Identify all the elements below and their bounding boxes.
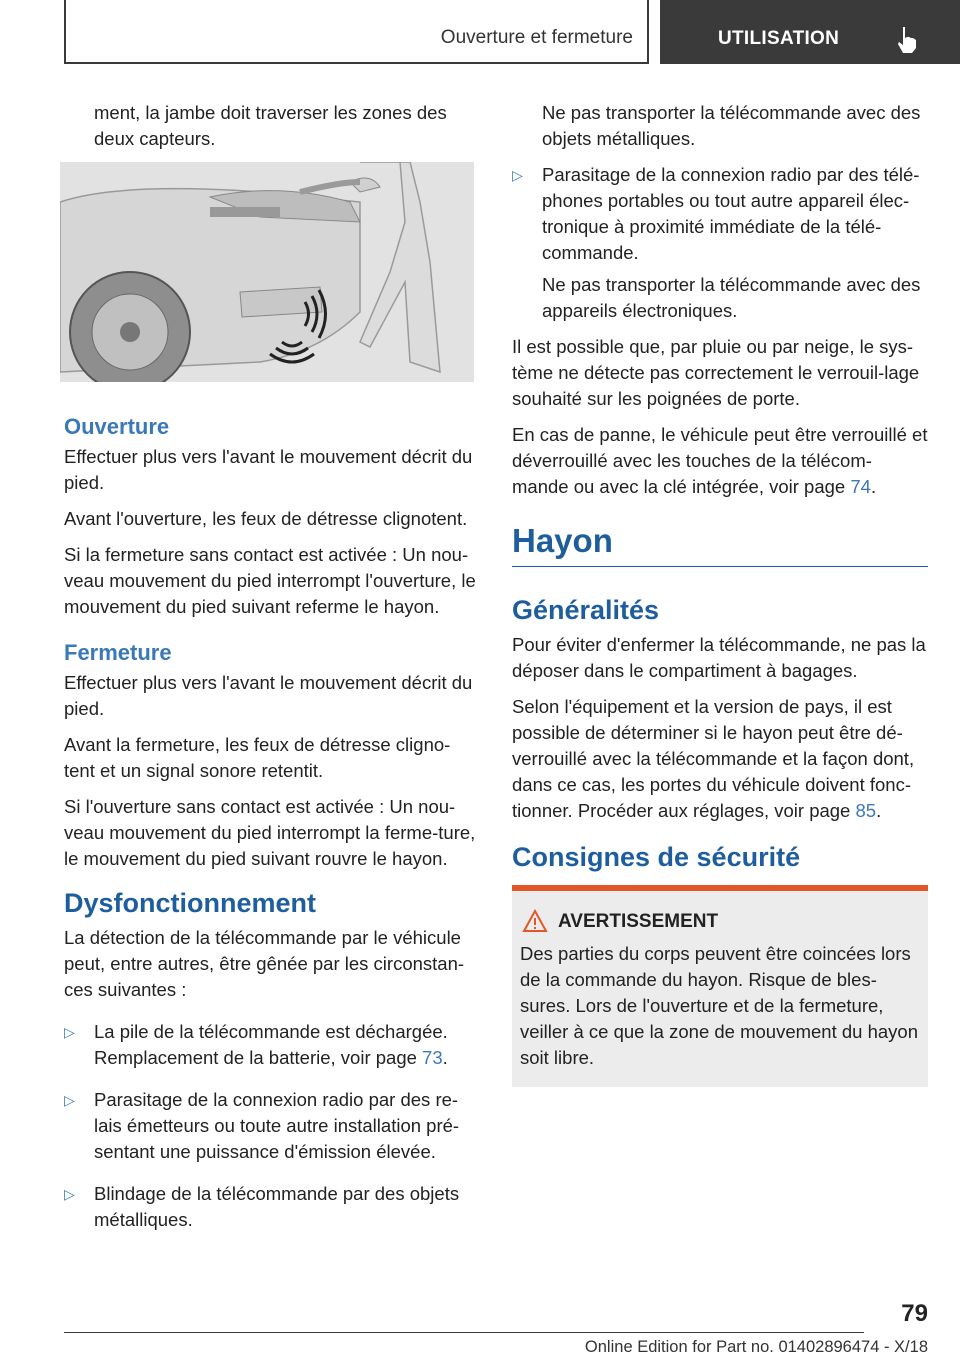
paragraph: Avant l'ouverture, les feux de détresse clignotent. — [64, 508, 468, 529]
bullet-list — [512, 162, 928, 266]
bullet-triangle-icon: ▷ — [64, 1186, 75, 1202]
warning-box — [512, 885, 928, 1087]
right-column — [512, 100, 928, 1087]
paragraph: La détection de la télécommande par le véhicule peut, entre autres, être gênée par les circonstan‐ces suivantes : — [64, 927, 465, 1000]
list-item — [512, 162, 928, 266]
heading-hayon: Hayon — [512, 522, 928, 567]
list-item: ▷ La pile de la télécommande est déchargée. Remplacement de la batterie, voir page 73. — [64, 1021, 448, 1068]
paragraph: Effectuer plus vers l'avant le mouvement décrit du pied. — [64, 672, 473, 719]
car-rear-illustration — [60, 162, 474, 382]
footer-edition: Online Edition for Part no. 01402896474 - X/18 — [584, 1338, 928, 1356]
warning-text: Des parties du corps peuvent être coincées lors de la commande du hayon. Risque de bles‐sures. Lors de l'ouverture et de la fermeture, veiller à ce que la zone de mouvement du hayon soit libre. — [520, 943, 919, 1068]
paragraph: Selon l'équipement et la version de pays, il est possible de déterminer si le hayon peut être dé‐verrouillé avec la télécommande et la façon dont, dans ce cas, les portes du véhicule doivent fonc‐tionner. Procéder aux réglages, voir page 85. — [512, 696, 915, 821]
paragraph: ment, la jambe doit traverser les zones des deux capteurs. — [94, 102, 447, 149]
paragraph: Avant la fermeture, les feux de détresse cligno‐tent et un signal sonore retentit. — [64, 734, 451, 781]
page-link-85[interactable]: 85 — [855, 800, 877, 821]
heading-fermeture: Fermeture — [64, 640, 172, 665]
paragraph-text: En cas de panne, le véhicule peut être verrouillé et déverrouillé avec les touches de la télécom‐mande ou avec la clé intégrée, voir page — [512, 424, 928, 497]
heading-dysfonctionnement: Dysfonctionnement — [64, 888, 317, 918]
heading-ouverture: Ouverture — [64, 414, 170, 439]
bullet-list — [64, 1019, 478, 1233]
hand-pointer-icon — [892, 24, 922, 54]
heading-generalites: Généralités — [512, 595, 660, 625]
paragraph: Il est possible que, par pluie ou par neige, le sys‐tème ne détecte pas correctement le verrouil‐lage souhaité sur les poignées de porte. — [512, 336, 920, 409]
warning-triangle-icon — [522, 909, 548, 933]
section-tab-label: UTILISATION — [718, 28, 840, 49]
paragraph: Ne pas transporter la télécommande avec des appareils électroniques. — [542, 274, 921, 321]
bullet-triangle-icon: ▷ — [64, 1092, 75, 1108]
bullet-triangle-icon: ▷ — [512, 167, 523, 183]
paragraph: Ne pas transporter la télécommande avec des objets métalliques. — [542, 102, 921, 149]
heading-consignes: Consignes de sécurité — [512, 842, 801, 872]
paragraph: Pour éviter d'enfermer la télécommande, ne pas la déposer dans le compartiment à bagages. — [512, 634, 926, 681]
list-item-text: La pile de la télécommande est déchargée. Remplacement de la batterie, voir page — [94, 1021, 448, 1068]
page-link-74[interactable]: 74 — [850, 476, 871, 497]
warning-title — [558, 911, 920, 933]
list-item — [64, 1181, 478, 1233]
list-item-text: Parasitage de la connexion radio par des télé‐phones portables ou tout autre appareil élec‐tronique à proximité immédiate de la télé‐commande. — [542, 164, 920, 263]
page-number: 79 — [901, 1300, 928, 1327]
section-tab[interactable] — [660, 0, 960, 64]
left-column — [64, 100, 478, 1243]
list-item — [64, 1087, 478, 1165]
paragraph: Si l'ouverture sans contact est activée : Un nou‐veau mouvement du pied interrompt la ferme‐ture, le mouvement du pied suivant rouvre le hayon. — [64, 796, 476, 869]
list-item-text: Parasitage de la connexion radio par des re‐lais émetteurs ou toute autre installation pré‐sentant une puissance d'émission élevée. — [94, 1089, 460, 1162]
footer-divider — [64, 1332, 864, 1333]
paragraph: Effectuer plus vers l'avant le mouvement décrit du pied. — [64, 446, 473, 493]
illustration-foot-sensor — [60, 162, 474, 382]
paragraph-text: Selon l'équipement et la version de pays, il est possible de déterminer si le hayon peut être dé‐verrouillé avec la télécommande et la façon dont, dans ce cas, les portes du véhicule doivent fonc‐tionner. Procéder aux réglages, voir page — [512, 696, 915, 821]
page-link-73[interactable]: 73 — [422, 1047, 443, 1068]
bullet-triangle-icon: ▷ — [64, 1024, 75, 1040]
header-frame — [64, 0, 649, 64]
chapter-title: Ouverture et fermeture — [440, 27, 633, 48]
paragraph: Si la fermeture sans contact est activée : Un nou‐veau mouvement du pied interrompt l'ouverture, le mouvement du pied suivant referme le hayon. — [64, 544, 476, 617]
list-item-text: Blindage de la télécommande par des objets métalliques. — [94, 1183, 460, 1230]
warning-title-text: AVERTISSEMENT — [558, 911, 719, 932]
paragraph: En cas de panne, le véhicule peut être verrouillé et déverrouillé avec les touches de la télécom‐mande ou avec la clé intégrée, voir page 74. — [512, 424, 928, 497]
